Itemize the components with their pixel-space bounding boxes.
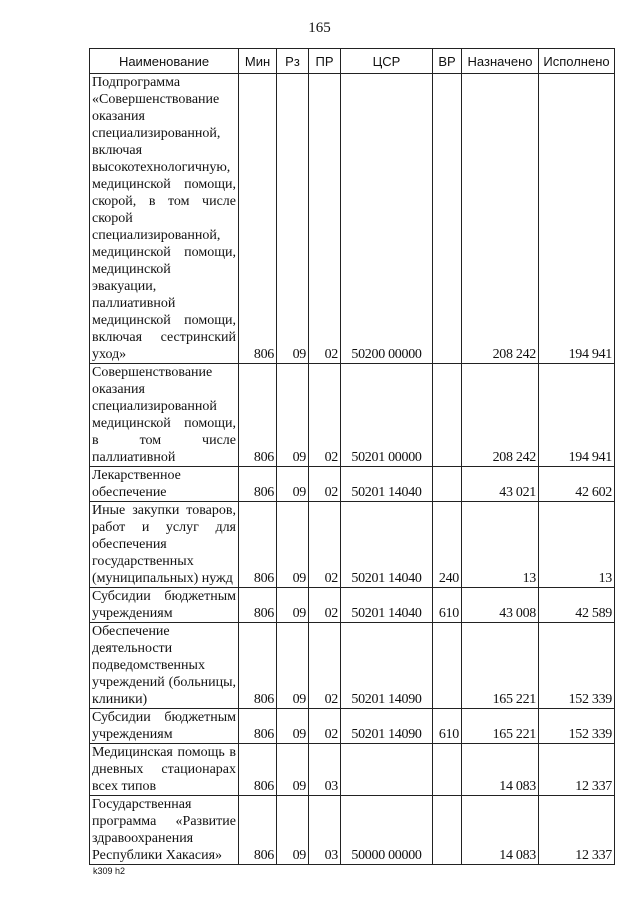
row-executed: 12 337 [539,744,615,796]
row-csr: 50201 14040 [341,588,433,623]
header-csr: ЦСР [341,49,433,74]
table-row [90,364,615,467]
row-csr: 50201 14090 [341,709,433,744]
row-vr [433,74,462,364]
row-name: Государственная программа «Развитие здравоохранения Республики Хакасия» [90,796,239,865]
footer-code: k309 h2 [93,866,126,876]
header-name: Наименование [90,49,239,74]
row-csr [341,744,433,796]
row-rz: 09 [277,364,309,467]
row-pr: 02 [309,502,341,588]
row-name: Лекарственное обеспечение [90,467,239,502]
row-min: 806 [239,744,277,796]
row-csr: 50201 14040 [341,467,433,502]
table-row [90,744,615,796]
row-vr [433,467,462,502]
row-rz: 09 [277,502,309,588]
row-csr: 50201 14090 [341,623,433,709]
row-min: 806 [239,588,277,623]
row-pr: 02 [309,74,341,364]
row-executed: 42 589 [539,588,615,623]
row-csr: 50201 00000 [341,364,433,467]
row-assigned: 43 021 [462,467,539,502]
row-min: 806 [239,623,277,709]
table-row [90,623,615,709]
row-min: 806 [239,709,277,744]
row-min: 806 [239,364,277,467]
table-row [90,588,615,623]
row-name: Подпрограмма «Совершенствование оказания специализированной, включая высокотехнологичную, медицинской помощи, скорой, в том числе скорой специализированной, медицинской помощи, медицинской эвакуации, паллиативной медицинской помощи, включая сестринский уход» [90,74,239,364]
row-vr [433,744,462,796]
table-row [90,502,615,588]
row-name: Субсидии бюджетным учреждениям [90,709,239,744]
row-vr: 610 [433,588,462,623]
table-row [90,74,615,364]
row-executed: 194 941 [539,74,615,364]
header-assigned: Назначено [462,49,539,74]
row-name: Иные закупки товаров, работ и услуг для обеспечения государственных (муниципальных) нужд [90,502,239,588]
table-header-row [90,49,615,74]
row-rz: 09 [277,74,309,364]
row-assigned: 13 [462,502,539,588]
row-pr: 02 [309,623,341,709]
row-executed: 152 339 [539,623,615,709]
row-assigned: 14 083 [462,744,539,796]
row-csr: 50201 14040 [341,502,433,588]
row-csr: 50000 00000 [341,796,433,865]
header-min: Мин [239,49,277,74]
row-rz: 09 [277,709,309,744]
table-row [90,796,615,865]
header-executed: Исполнено [539,49,615,74]
row-assigned: 165 221 [462,709,539,744]
row-vr [433,623,462,709]
row-pr: 03 [309,744,341,796]
row-rz: 09 [277,796,309,865]
row-name: Совершенствование оказания специализированной медицинской помощи, в том числе паллиативной [90,364,239,467]
row-rz: 09 [277,623,309,709]
row-vr [433,364,462,467]
row-min: 806 [239,796,277,865]
row-csr: 50200 00000 [341,74,433,364]
row-vr [433,796,462,865]
row-pr: 02 [309,588,341,623]
row-min: 806 [239,467,277,502]
row-executed: 12 337 [539,796,615,865]
row-name: Субсидии бюджетным учреждениям [90,588,239,623]
row-executed: 13 [539,502,615,588]
header-vr: ВР [433,49,462,74]
row-min: 806 [239,502,277,588]
row-executed: 42 602 [539,467,615,502]
row-min: 806 [239,74,277,364]
row-name: Медицинская помощь в дневных стационарах всех типов [90,744,239,796]
table-row [90,467,615,502]
header-rz: Рз [277,49,309,74]
table-row [90,709,615,744]
row-vr: 610 [433,709,462,744]
row-executed: 152 339 [539,709,615,744]
row-pr: 02 [309,467,341,502]
row-executed: 194 941 [539,364,615,467]
row-pr: 03 [309,796,341,865]
row-rz: 09 [277,467,309,502]
budget-table [89,48,615,865]
row-assigned: 14 083 [462,796,539,865]
row-rz: 09 [277,588,309,623]
row-rz: 09 [277,744,309,796]
row-assigned: 43 008 [462,588,539,623]
page-number: 165 [308,20,331,36]
row-pr: 02 [309,709,341,744]
row-pr: 02 [309,364,341,467]
row-vr: 240 [433,502,462,588]
row-assigned: 165 221 [462,623,539,709]
row-name: Обеспечение деятельности подведомственных учреждений (больницы, клиники) [90,623,239,709]
row-assigned: 208 242 [462,74,539,364]
header-pr: ПР [309,49,341,74]
row-assigned: 208 242 [462,364,539,467]
